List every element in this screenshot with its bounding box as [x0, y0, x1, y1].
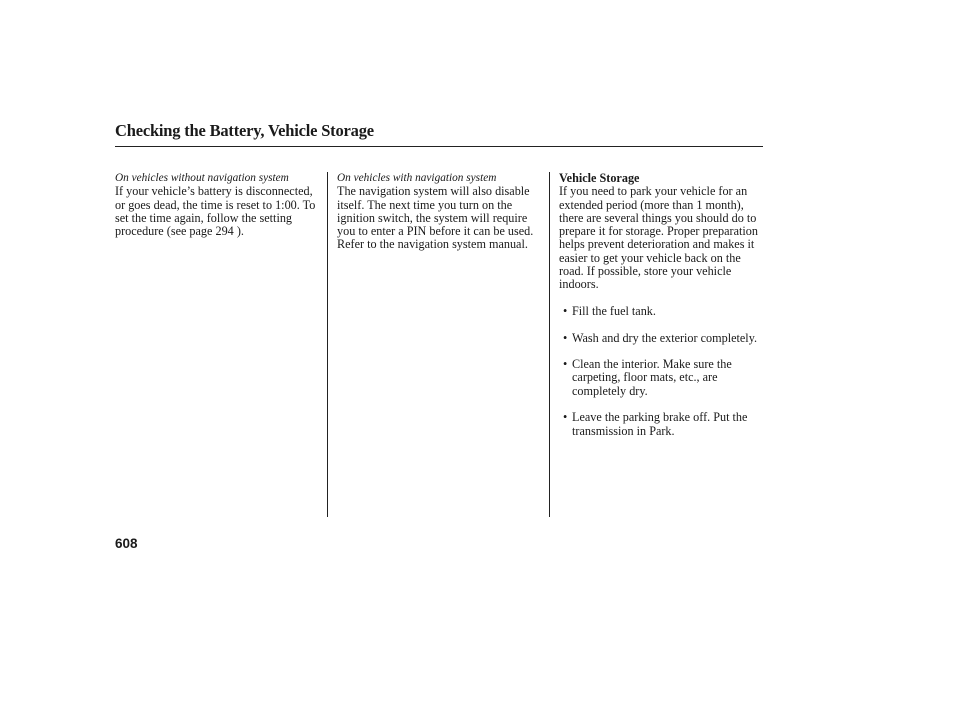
navigation-pin-paragraph: The navigation system will also disable itself. The next time you turn on the ignition switch, the system will require you to enter a PIN before it can be used. Refer to the navigation system manual. — [337, 184, 534, 252]
list-item — [559, 332, 763, 345]
page-title: Checking the Battery, Vehicle Storage — [115, 121, 374, 140]
subhead-without-navigation: On vehicles without navigation system — [115, 172, 289, 184]
bullet-icon: • — [563, 330, 568, 345]
battery-clock-paragraph: If your vehicle’s battery is disconnected, or goes dead, the time is reset to 1:00. To set the time again, follow the setting procedure (see page 294 ). — [115, 184, 316, 239]
list-item — [559, 358, 763, 398]
bullet-icon: • — [563, 303, 568, 318]
list-item-text: Fill the fuel tank. — [572, 303, 656, 318]
bullet-icon: • — [563, 410, 568, 425]
page-number: 608 — [115, 536, 138, 551]
column-divider-2 — [549, 172, 550, 517]
subhead-with-navigation: On vehicles with navigation system — [337, 172, 497, 184]
list-item — [559, 305, 763, 318]
list-item-text: Leave the parking brake off. Put the transmission in Park. — [572, 410, 748, 438]
column-battery-with-nav — [337, 172, 545, 252]
column-battery-no-nav — [115, 172, 323, 238]
vehicle-storage-intro: If you need to park your vehicle for an extended period (more than 1 month), there are several things you should do to prepare it for storage. Proper preparation helps prevent deterioration and makes it easier to get your vehicle back on the road. If possible, store your vehicle indoors. — [559, 184, 758, 292]
list-item-text: Wash and dry the exterior completely. — [572, 330, 758, 345]
list-item — [559, 411, 763, 438]
bullet-icon: • — [563, 357, 568, 372]
storage-steps-list — [559, 305, 763, 438]
list-item-text: Clean the interior. Make sure the carpeting, floor mats, etc., are completely dry. — [572, 357, 732, 398]
vehicle-storage-heading: Vehicle Storage — [559, 171, 640, 185]
title-divider — [115, 146, 763, 147]
column-vehicle-storage — [559, 172, 763, 451]
column-divider-1 — [327, 172, 328, 517]
